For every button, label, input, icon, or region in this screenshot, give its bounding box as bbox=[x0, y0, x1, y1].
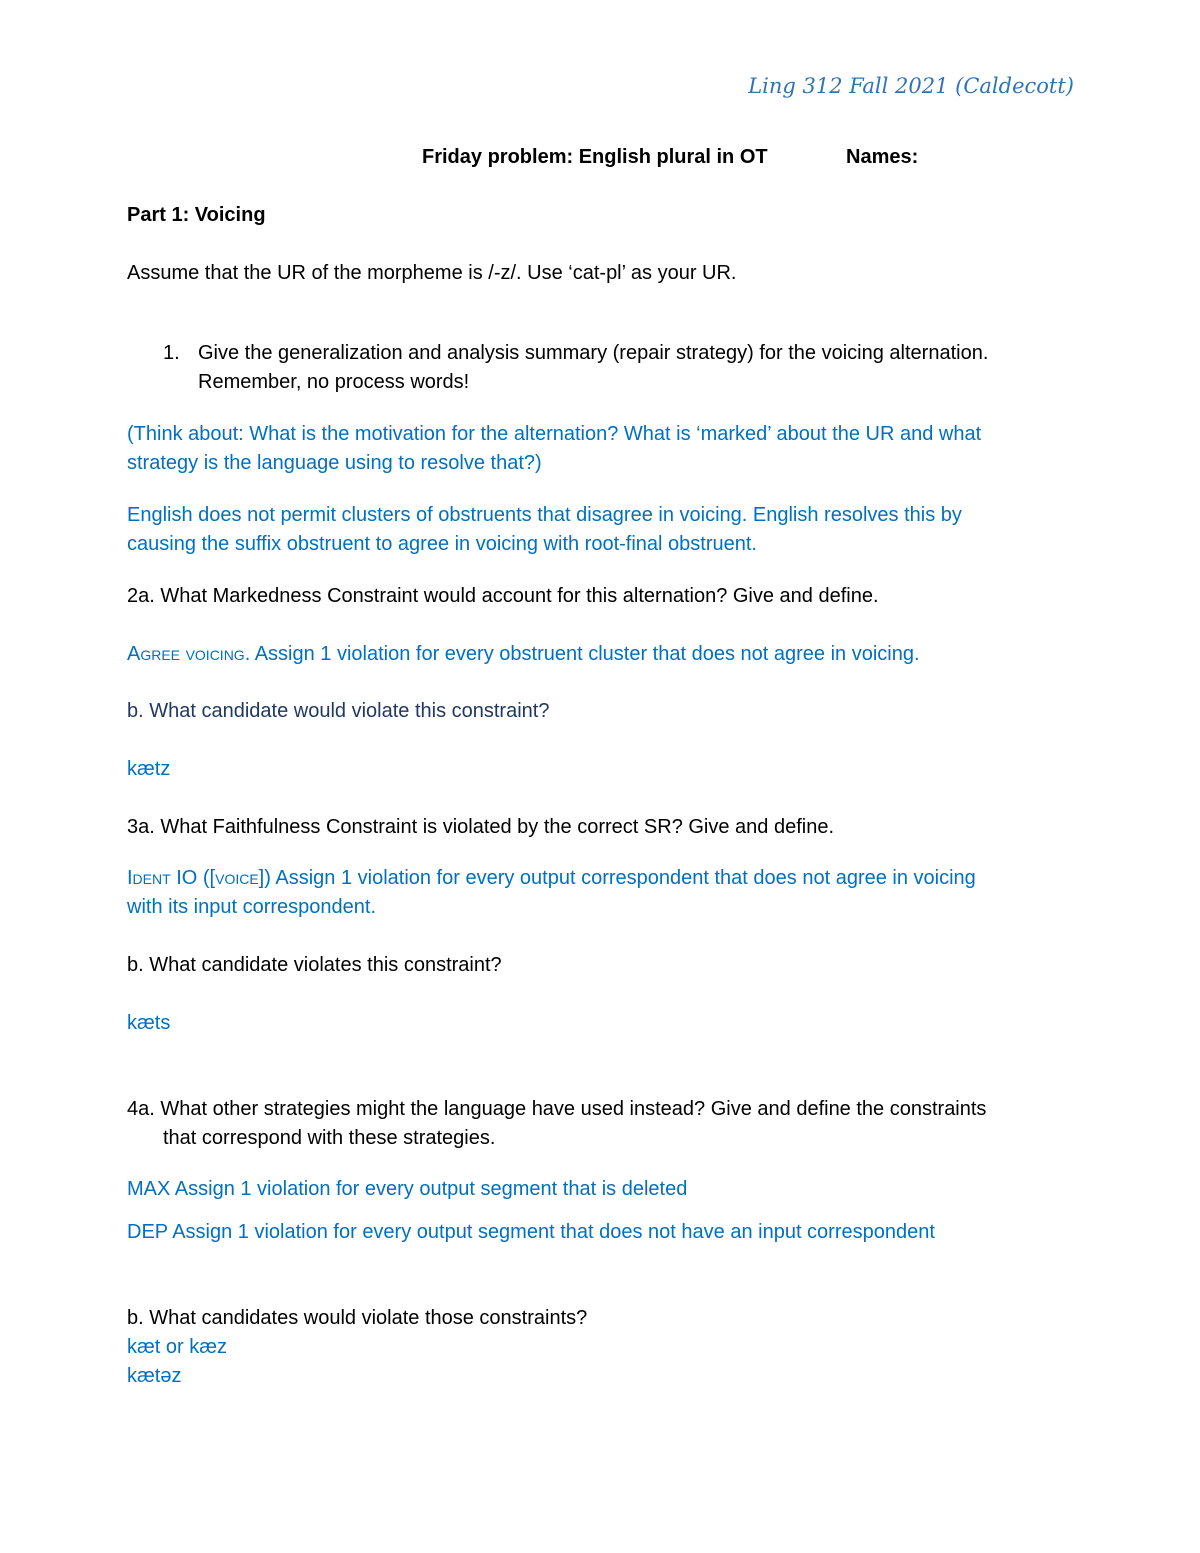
q1-hint-line1: (Think about: What is the motivation for the alternation? What is ‘marked’ about the UR and what bbox=[127, 423, 982, 445]
q3b-question: b. What candidate violates this constraint? bbox=[127, 954, 502, 976]
q1-question-line2: Remember, no process words! bbox=[198, 371, 470, 393]
part1-intro: Assume that the UR of the morpheme is /-z/. Use ‘cat-pl’ as your UR. bbox=[127, 262, 737, 284]
q1-number: 1. bbox=[163, 342, 180, 364]
q4b-answer-line1: kæt or kæz bbox=[127, 1336, 228, 1358]
course-header: Ling 312 Fall 2021 (Caldecott) bbox=[748, 74, 1074, 98]
page-title: Friday problem: English plural in OT bbox=[422, 146, 768, 168]
ident-io-definition: Assign 1 violation for every output correspondent that does not agree in voicing bbox=[270, 867, 976, 889]
max-constraint-answer: MAX Assign 1 violation for every output segment that is deleted bbox=[127, 1178, 688, 1200]
q2b-answer: kætz bbox=[127, 758, 171, 780]
q3a-answer-line2: with its input correspondent. bbox=[127, 896, 377, 918]
q4a-question-line2: that correspond with these strategies. bbox=[163, 1127, 496, 1149]
dep-constraint-answer: DEP Assign 1 violation for every output segment that does not have an input correspondent bbox=[127, 1221, 935, 1243]
q3a-question: 3a. What Faithfulness Constraint is violated by the correct SR? Give and define. bbox=[127, 816, 835, 838]
q4b-question: b. What candidates would violate those constraints? bbox=[127, 1307, 588, 1329]
q1-answer-line2: causing the suffix obstruent to agree in voicing with root-final obstruent. bbox=[127, 533, 757, 555]
q4a-question-line1: 4a. What other strategies might the language have used instead? Give and define the constraints bbox=[127, 1098, 987, 1120]
q2a-answer bbox=[127, 642, 920, 666]
q3b-answer: kæts bbox=[127, 1012, 171, 1034]
agree-voicing-constraint: Agree voicing. bbox=[127, 643, 251, 665]
q4b-answer-line2: kætəz bbox=[127, 1365, 182, 1387]
q1-question-line1: Give the generalization and analysis summary (repair strategy) for the voicing alternation. bbox=[198, 342, 989, 364]
q1-answer-line1: English does not permit clusters of obstruents that disagree in voicing. English resolves this by bbox=[127, 504, 962, 526]
agree-voicing-definition: Assign 1 violation for every obstruent cluster that does not agree in voicing. bbox=[250, 643, 920, 665]
names-label: Names: bbox=[846, 146, 919, 168]
q2b-question: b. What candidate would violate this constraint? bbox=[127, 700, 550, 722]
q3a-answer-line1 bbox=[127, 866, 976, 890]
q1-hint-line2: strategy is the language using to resolve that?) bbox=[127, 452, 542, 474]
part1-heading: Part 1: Voicing bbox=[127, 204, 266, 226]
ident-io-constraint: Ident IO ([voice]) bbox=[127, 867, 271, 889]
q2a-question: 2a. What Markedness Constraint would account for this alternation? Give and define. bbox=[127, 585, 879, 607]
